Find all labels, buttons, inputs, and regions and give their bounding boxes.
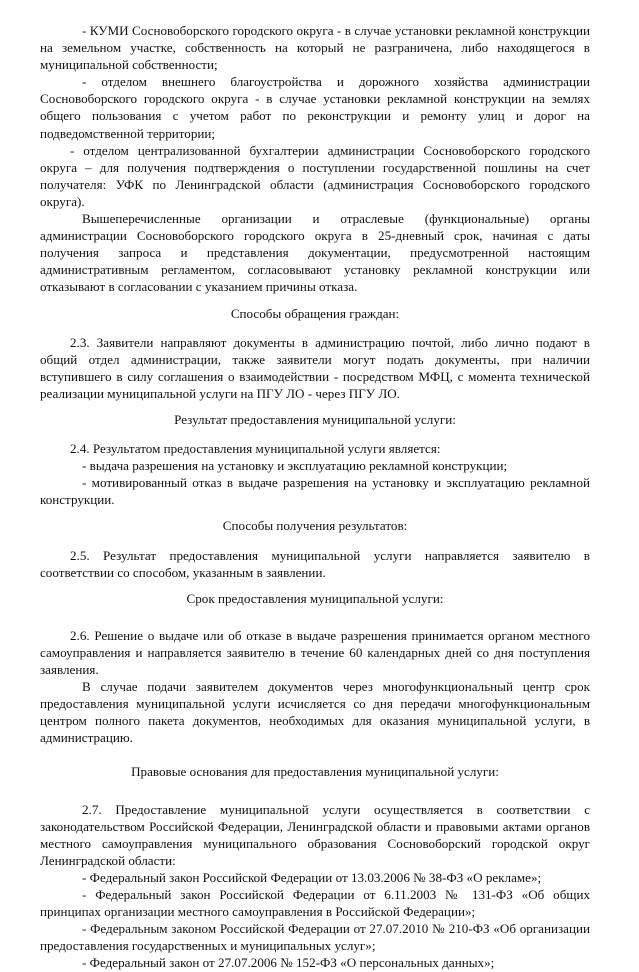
paragraph-2-6: 2.6. Решение о выдаче или об отказе в выдаче разрешения принимается органом местного самоуправления и направляется заявителю в течение 60 календарных дней со дня поступления заявления. [40,627,590,677]
list-item-otkaz: - мотивированный отказ в выдаче разрешения на установку и эксплуатацию рекламной конструкции. [40,475,590,508]
paragraph-2-4: 2.4. Результатом предоставления муниципальной услуги является: [70,441,441,457]
list-item-law-152: - Федеральный закон от 27.07.2006 № 152-ФЗ «О персональных данных»; [82,955,495,971]
section-heading-rezultat: Результат предоставления муниципальной услуги: [174,411,456,427]
spacer [40,793,590,801]
list-item-law-131: - Федеральный закон Российской Федерации от 6.11.2003 № 131-ФЗ «Об общих принципах организации местного самоуправления в Российской Федерации»; [40,887,590,920]
paragraph-buhgalteriya: - отделом централизованной бухгалтерии администрации Сосновоборского городского округа – для получения подтверждения о поступлении государственной пошлины на счет получателя: УФК по Ленинградской области (администрация Сосновоборского городского округа). [40,142,590,209]
list-item-law-38: - Федеральный закон Российской Федерации от 13.03.2006 № 38-ФЗ «О рекламе»; [82,869,542,885]
list-item-law-210: - Федеральным законом Российской Федерации от 27.07.2010 № 210-ФЗ «Об организации предоставления государственных и муниципальных услуг»; [40,921,590,954]
list-item-vydacha: - выдача разрешения на установку и эксплуатацию рекламной конструкции; [82,458,508,474]
section-heading-sposoby-obrashcheniya: Способы обращения граждан: [230,305,400,321]
spacer [40,619,590,627]
section-heading-sposoby-polucheniya: Способы получения результатов: [222,518,408,534]
paragraph-mfc: В случае подачи заявителем документов через многофункциональный центр срок предоставления муниципальной услуги исчисляется со дня передачи многофункциональным центром полного пакета документов, необходимых для оказания муниципальной услуги, в администрацию. [40,679,590,746]
paragraph-blagoustroystvo: - отделом внешнего благоустройства и дорожного хозяйства администрации Сосновоборского городского округа - в случае установки рекламной конструкции на землях общего пользования с учетом работ по реконструкции и ремонту улиц и дорог на подведомственной территории; [40,74,590,141]
paragraph-kumi: - КУМИ Сосновоборского городского округа - в случае установки рекламной конструкции на земельном участке, собственность на который не разграничена, либо находящегося в муниципальной собственности; [40,23,590,73]
section-heading-srok: Срок предоставления муниципальной услуги: [186,590,444,606]
paragraph-soglasovanie: Вышеперечисленные организации и отраслевые (функциональные) органы администрации Сосновоборского городского округа в 25-дневный срок, начиная с даты получения запроса и представления документации, предусмотренной настоящим административным регламентом, согласовывают установку рекламной конструкции или отказывают в согласовании с указанием причины отказа. [40,211,590,295]
paragraph-2-5: 2.5. Результат предоставления муниципальной услуги направляется заявителю в соответствии со способом, указанным в заявлении. [40,547,590,580]
paragraph-2-3: 2.3. Заявители направляют документы в администрацию почтой, либо лично подают в общий отдел администрации, также заявители могут подать документы, при наличии вступившего в силу соглашения о взаимодействии - посредством МФЦ, с момента технической реализации муниципальной услуги на ПГУ ЛО - через ПГУ ЛО. [40,334,590,401]
paragraph-2-7: 2.7. Предоставление муниципальной услуги осуществляется в соответствии с законодательством Российской Федерации, Ленинградской области и правовыми актами органов местного самоуправления муниципального образования Сосновоборский городской округ Ленинградской области: [40,801,590,868]
spacer [40,746,590,754]
section-heading-pravovye-osnovaniya: Правовые основания для предоставления муниципальной услуги: [131,764,499,780]
